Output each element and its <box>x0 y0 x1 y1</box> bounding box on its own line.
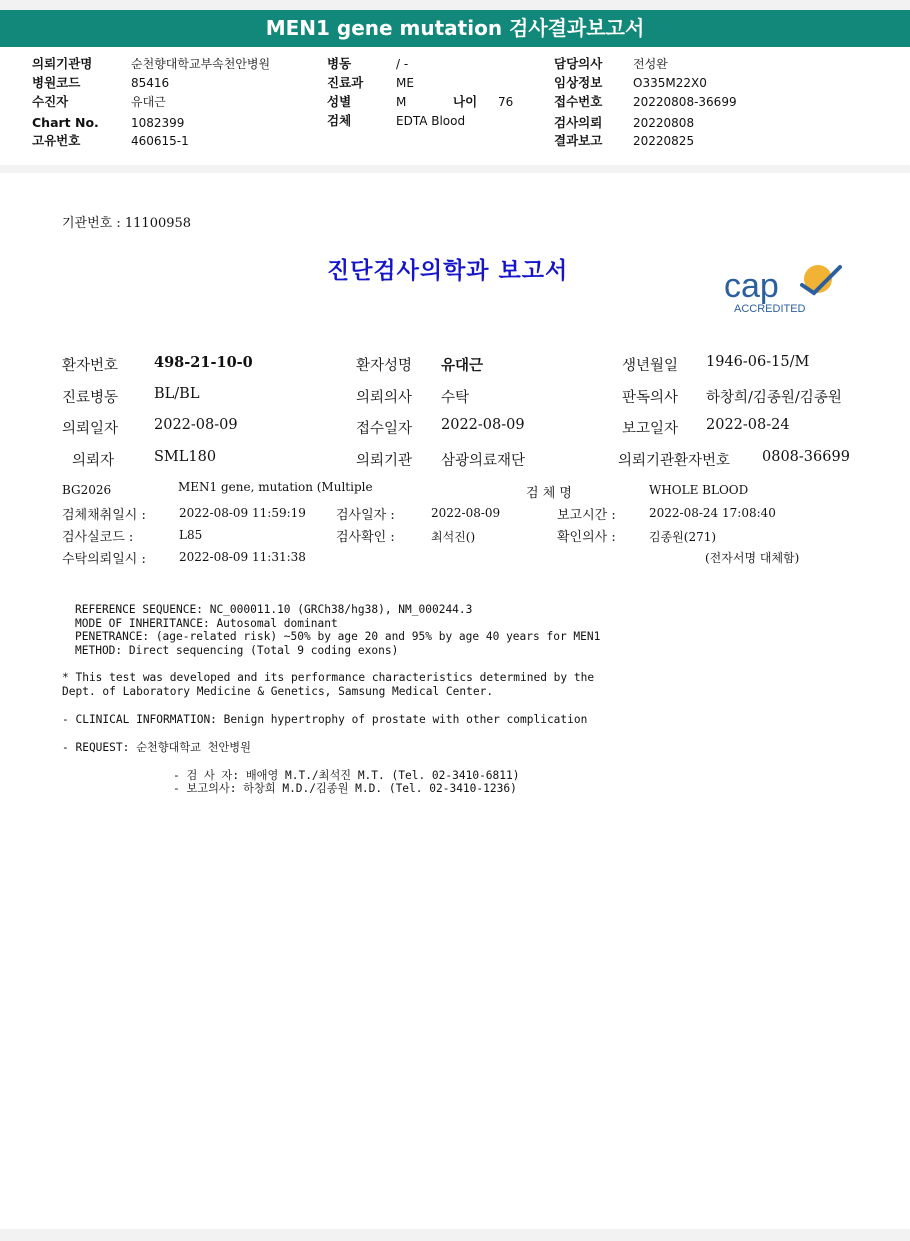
spec-value: WHOLE BLOOD <box>649 483 749 497</box>
request-line: - REQUEST: 순천향대학교 천안병원 <box>62 741 251 754</box>
testdate-label: 검사일자 : <box>336 508 395 523</box>
institution-number: 기관번호 : 11100958 <box>62 216 192 231</box>
sex-value: M <box>396 95 407 109</box>
labcode-value: L85 <box>179 528 203 542</box>
reqdate-value: 2022-08-09 <box>154 417 238 433</box>
request-value: 20220808 <box>633 116 695 130</box>
age-label: 나이 <box>453 94 478 109</box>
confdoc-value: 김종원(271) <box>649 530 717 544</box>
hosp-code-value: 85416 <box>131 76 170 90</box>
note-line-2: Dept. of Laboratory Medicine & Genetics, Samsung Medical Center. <box>62 685 494 698</box>
inst-name-value: 순천향대학교부속천안병원 <box>131 57 271 71</box>
sex-label: 성별 <box>327 94 352 109</box>
reqinst-value: 삼광의료재단 <box>441 453 526 469</box>
dob-label: 생년월일 <box>622 358 679 374</box>
inheritance-line: MODE OF INHERITANCE: Autosomal dominant <box>75 617 338 630</box>
hosp-code-label: 병원코드 <box>32 75 81 90</box>
unique-label: 고유번호 <box>32 133 81 148</box>
clinical-label: 임상정보 <box>554 75 603 90</box>
doctor-label: 담당의사 <box>554 56 603 71</box>
reqinst-label: 의뢰기관 <box>356 453 413 469</box>
pid-value: 498-21-10-0 <box>154 354 253 371</box>
tester-line: - 검 사 자: 배애영 M.T./최석진 M.T. (Tel. 02-3410-6811) <box>173 769 520 782</box>
recdate-value: 2022-08-09 <box>441 417 525 433</box>
readdoc-value: 하창희/김종원/김종원 <box>706 390 842 406</box>
reqdate-label: 의뢰일자 <box>62 421 119 437</box>
ward-value: / - <box>396 57 409 71</box>
requester-value: SML180 <box>154 449 217 465</box>
recdate-label: 접수일자 <box>356 421 413 437</box>
cap-accredited-logo <box>718 255 845 319</box>
chart-value: 1082399 <box>131 116 185 130</box>
collect-value: 2022-08-09 11:59:19 <box>179 506 306 520</box>
repdate-value: 2022-08-24 <box>706 417 790 433</box>
collect-label: 검체채취일시 : <box>62 508 146 523</box>
consign-label: 수탁의뢰일시 : <box>62 552 146 567</box>
report-heading: 진단검사의학과 보고서 <box>327 258 569 284</box>
ward2-value: BL/BL <box>154 386 200 402</box>
pname-value: 유대근 <box>441 357 484 374</box>
pname-label: 환자성명 <box>356 358 413 374</box>
patient-value: 유대근 <box>131 95 166 109</box>
cap-logo-text: cap <box>724 267 779 305</box>
confirm-value: 최석진() <box>431 530 476 544</box>
section-divider <box>0 165 910 173</box>
header-info <box>0 47 910 166</box>
ward-label: 병동 <box>327 56 352 71</box>
confirm-label: 검사확인 : <box>336 530 395 545</box>
reqinstpid-value: 0808-36699 <box>762 449 850 465</box>
consign-value: 2022-08-09 11:31:38 <box>179 550 306 564</box>
top-band <box>0 0 910 10</box>
receipt-label: 접수번호 <box>554 94 603 109</box>
esign-note: (전자서명 대체함) <box>705 551 800 565</box>
receipt-value: 20220808-36699 <box>633 95 737 109</box>
inst-name-label: 의뢰기관명 <box>32 56 93 71</box>
age-value: 76 <box>498 95 514 109</box>
testdate-value: 2022-08-09 <box>431 506 501 520</box>
cap-logo-subtext: ACCREDITED <box>734 303 806 315</box>
dept-label: 진료과 <box>327 75 364 90</box>
chart-label: Chart No. <box>32 115 99 130</box>
doctor-value: 전성완 <box>633 57 668 71</box>
spec-label: 검 체 명 <box>526 486 572 501</box>
method-line: METHOD: Direct sequencing (Total 9 coding exons) <box>75 644 399 657</box>
reporter-line: - 보고의사: 하창희 M.D./김종원 M.D. (Tel. 02-3410-1236) <box>173 782 517 795</box>
ward2-label: 진료병동 <box>62 390 119 406</box>
pid-label: 환자번호 <box>62 358 119 374</box>
repdate-label: 보고일자 <box>622 421 679 437</box>
readdoc-label: 판독의사 <box>622 390 679 406</box>
dept-value: ME <box>396 76 414 90</box>
patient-label: 수진자 <box>32 94 69 109</box>
bottom-band <box>0 1229 910 1241</box>
reqinstpid-label: 의뢰기관환자번호 <box>618 453 731 469</box>
confdoc-label: 확인의사 : <box>557 530 616 545</box>
report-value: 20220825 <box>633 134 695 148</box>
report-title-bar: MEN1 gene mutation 검사결과보고서 <box>0 10 910 47</box>
unique-value: 460615-1 <box>131 134 189 148</box>
reference-sequence-line: REFERENCE SEQUENCE: NC_000011.10 (GRCh38/hg38), NM_000244.3 <box>75 603 473 616</box>
clinical-value: O335M22X0 <box>633 76 707 90</box>
dob-value: 1946-06-15/M <box>706 354 810 370</box>
labcode-label: 검사실코드 : <box>62 530 134 545</box>
clinical-info-line: - CLINICAL INFORMATION: Benign hypertrophy of prostate with other complication <box>62 713 588 726</box>
specimen-value: EDTA Blood <box>396 114 466 128</box>
report-label: 결과보고 <box>554 133 603 148</box>
reptime-value: 2022-08-24 17:08:40 <box>649 506 776 520</box>
reqdoc-label: 의뢰의사 <box>356 390 413 406</box>
note-line-1: * This test was developed and its performance characteristics determined by the <box>62 671 595 684</box>
request-label: 검사의뢰 <box>554 115 603 130</box>
reqdoc-value: 수탁 <box>441 390 470 406</box>
specimen-label: 검체 <box>327 113 352 128</box>
test-code: BG2026 <box>62 483 112 497</box>
test-name: MEN1 gene, mutation (Multiple <box>178 480 373 494</box>
reptime-label: 보고시간 : <box>557 508 616 523</box>
requester-label: 의뢰자 <box>72 453 115 469</box>
penetrance-line: PENETRANCE: (age-related risk) ~50% by age 20 and 95% by age 40 years for MEN1 <box>75 630 601 643</box>
